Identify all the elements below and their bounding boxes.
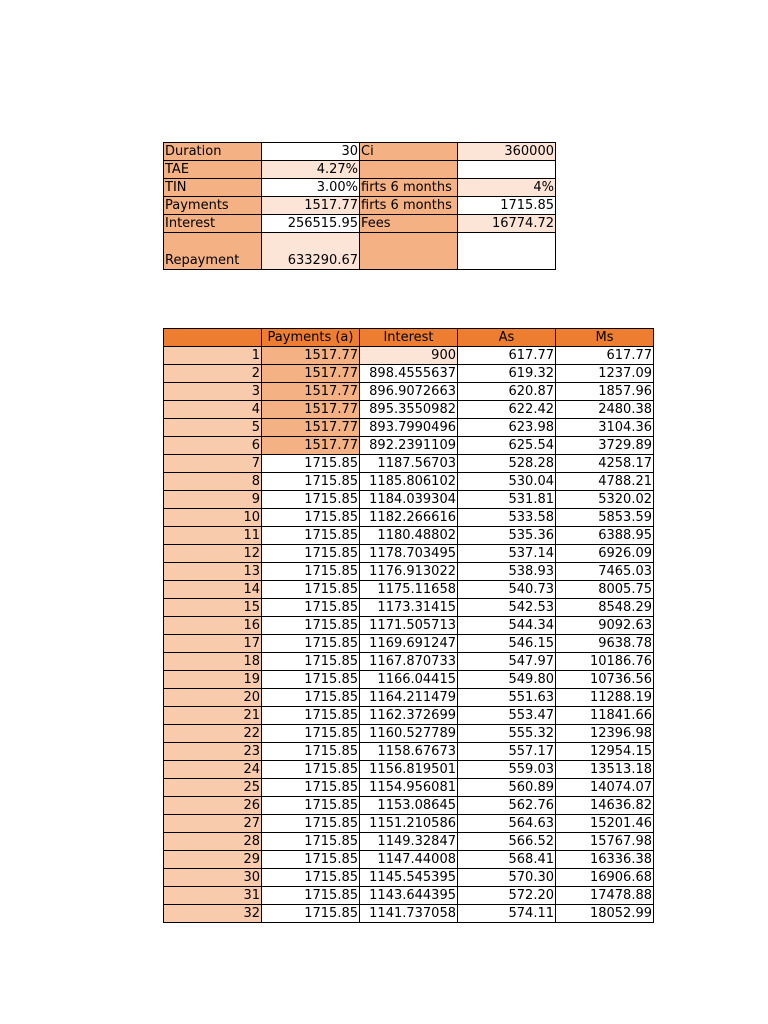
table-row <box>164 545 654 563</box>
payment-cell[interactable]: 1715.85 <box>262 743 360 761</box>
as-cell[interactable]: 557.17 <box>458 743 556 761</box>
summary-value-cell[interactable]: 360000 <box>458 143 556 161</box>
payment-cell[interactable]: 1715.85 <box>262 833 360 851</box>
ms-cell[interactable]: 16336.38 <box>556 851 654 869</box>
interest-cell[interactable]: 1169.691247 <box>360 635 458 653</box>
summary-value-cell[interactable]: 1715.85 <box>458 197 556 215</box>
as-cell[interactable]: 540.73 <box>458 581 556 599</box>
period-cell[interactable]: 31 <box>164 887 262 905</box>
ms-cell[interactable]: 16906.68 <box>556 869 654 887</box>
summary-label-cell[interactable]: firts 6 months <box>360 179 458 197</box>
payment-cell[interactable]: 1715.85 <box>262 617 360 635</box>
table-row <box>164 365 654 383</box>
header-cell-period[interactable] <box>164 329 262 347</box>
table-row <box>164 509 654 527</box>
period-cell[interactable]: 7 <box>164 455 262 473</box>
ms-cell[interactable]: 15201.46 <box>556 815 654 833</box>
payment-cell[interactable]: 1517.77 <box>262 365 360 383</box>
summary-row <box>164 179 556 197</box>
as-cell[interactable]: 562.76 <box>458 797 556 815</box>
as-cell[interactable]: 549.80 <box>458 671 556 689</box>
ms-cell[interactable]: 13513.18 <box>556 761 654 779</box>
payment-cell[interactable]: 1715.85 <box>262 455 360 473</box>
table-row <box>164 491 654 509</box>
table-row <box>164 815 654 833</box>
summary-label-cell[interactable]: firts 6 months <box>360 197 458 215</box>
ms-cell[interactable]: 617.77 <box>556 347 654 365</box>
interest-cell[interactable]: 1153.08645 <box>360 797 458 815</box>
payment-cell[interactable]: 1715.85 <box>262 815 360 833</box>
ms-cell[interactable]: 12396.98 <box>556 725 654 743</box>
summary-row <box>164 143 556 161</box>
summary-label-cell[interactable]: Fees <box>360 215 458 233</box>
summary-value-cell[interactable]: 633290.67 <box>262 233 360 270</box>
summary-label-cell[interactable]: Payments <box>164 197 262 215</box>
payment-cell[interactable]: 1715.85 <box>262 653 360 671</box>
period-cell[interactable]: 14 <box>164 581 262 599</box>
table-row <box>164 419 654 437</box>
interest-cell[interactable]: 1156.819501 <box>360 761 458 779</box>
interest-cell[interactable]: 895.3550982 <box>360 401 458 419</box>
period-cell[interactable]: 28 <box>164 833 262 851</box>
interest-cell[interactable]: 892.2391109 <box>360 437 458 455</box>
table-row <box>164 779 654 797</box>
period-cell[interactable]: 5 <box>164 419 262 437</box>
table-row <box>164 761 654 779</box>
header-cell-interest[interactable]: Interest <box>360 329 458 347</box>
as-cell[interactable]: 566.52 <box>458 833 556 851</box>
payment-cell[interactable]: 1715.85 <box>262 635 360 653</box>
as-cell[interactable]: 542.53 <box>458 599 556 617</box>
summary-value-cell[interactable]: 30 <box>262 143 360 161</box>
period-cell[interactable]: 18 <box>164 653 262 671</box>
ms-cell[interactable]: 8548.29 <box>556 599 654 617</box>
summary-row <box>164 215 556 233</box>
interest-cell[interactable]: 1187.56703 <box>360 455 458 473</box>
as-cell[interactable]: 533.58 <box>458 509 556 527</box>
period-cell[interactable]: 13 <box>164 563 262 581</box>
table-row <box>164 401 654 419</box>
summary-value-cell[interactable]: 1517.77 <box>262 197 360 215</box>
ms-cell[interactable]: 6926.09 <box>556 545 654 563</box>
period-cell[interactable]: 15 <box>164 599 262 617</box>
table-row <box>164 653 654 671</box>
payment-cell[interactable]: 1517.77 <box>262 383 360 401</box>
payment-cell[interactable]: 1715.85 <box>262 905 360 923</box>
table-row <box>164 617 654 635</box>
interest-cell[interactable]: 1184.039304 <box>360 491 458 509</box>
summary-value-cell[interactable]: 256515.95 <box>262 215 360 233</box>
interest-cell[interactable]: 1175.11658 <box>360 581 458 599</box>
ms-cell[interactable]: 14074.07 <box>556 779 654 797</box>
payment-cell[interactable]: 1715.85 <box>262 581 360 599</box>
interest-cell[interactable]: 1185.806102 <box>360 473 458 491</box>
as-cell[interactable]: 546.15 <box>458 635 556 653</box>
summary-value-cell[interactable]: 4% <box>458 179 556 197</box>
payment-cell[interactable]: 1715.85 <box>262 851 360 869</box>
as-cell[interactable]: 564.63 <box>458 815 556 833</box>
interest-cell[interactable]: 1178.703495 <box>360 545 458 563</box>
payment-cell[interactable]: 1715.85 <box>262 473 360 491</box>
ms-cell[interactable]: 17478.88 <box>556 887 654 905</box>
table-row <box>164 527 654 545</box>
as-cell[interactable]: 551.63 <box>458 689 556 707</box>
period-cell[interactable]: 32 <box>164 905 262 923</box>
as-cell[interactable]: 574.11 <box>458 905 556 923</box>
table-row <box>164 455 654 473</box>
payment-cell[interactable]: 1715.85 <box>262 887 360 905</box>
interest-cell[interactable]: 1145.545395 <box>360 869 458 887</box>
as-cell[interactable]: 620.87 <box>458 383 556 401</box>
table-row <box>164 347 654 365</box>
interest-cell[interactable]: 1160.527789 <box>360 725 458 743</box>
ms-cell[interactable]: 15767.98 <box>556 833 654 851</box>
interest-cell[interactable]: 1173.31415 <box>360 599 458 617</box>
payment-cell[interactable]: 1715.85 <box>262 545 360 563</box>
summary-value-cell[interactable] <box>458 161 556 179</box>
period-cell[interactable]: 22 <box>164 725 262 743</box>
header-cell-as[interactable]: As <box>458 329 556 347</box>
as-cell[interactable]: 623.98 <box>458 419 556 437</box>
period-cell[interactable]: 9 <box>164 491 262 509</box>
summary-label-cell[interactable]: Duration <box>164 143 262 161</box>
payment-cell[interactable]: 1715.85 <box>262 761 360 779</box>
interest-cell[interactable]: 1147.44008 <box>360 851 458 869</box>
period-cell[interactable]: 19 <box>164 671 262 689</box>
as-cell[interactable]: 622.42 <box>458 401 556 419</box>
ms-cell[interactable]: 5320.02 <box>556 491 654 509</box>
interest-cell[interactable]: 1180.48802 <box>360 527 458 545</box>
ms-cell[interactable]: 9638.78 <box>556 635 654 653</box>
payment-cell[interactable]: 1715.85 <box>262 671 360 689</box>
as-cell[interactable]: 560.89 <box>458 779 556 797</box>
ms-cell[interactable]: 18052.99 <box>556 905 654 923</box>
ms-cell[interactable]: 11288.19 <box>556 689 654 707</box>
interest-cell[interactable]: 1167.870733 <box>360 653 458 671</box>
payment-cell[interactable]: 1715.85 <box>262 509 360 527</box>
period-cell[interactable]: 10 <box>164 509 262 527</box>
interest-cell[interactable]: 1162.372699 <box>360 707 458 725</box>
interest-cell[interactable]: 1141.737058 <box>360 905 458 923</box>
payment-cell[interactable]: 1715.85 <box>262 527 360 545</box>
interest-cell[interactable]: 1171.505713 <box>360 617 458 635</box>
as-cell[interactable]: 531.81 <box>458 491 556 509</box>
payment-cell[interactable]: 1517.77 <box>262 401 360 419</box>
as-cell[interactable]: 535.36 <box>458 527 556 545</box>
interest-cell[interactable]: 1182.266616 <box>360 509 458 527</box>
summary-row <box>164 161 556 179</box>
summary-value-cell[interactable]: 16774.72 <box>458 215 556 233</box>
ms-cell[interactable]: 1857.96 <box>556 383 654 401</box>
payment-cell[interactable]: 1715.85 <box>262 779 360 797</box>
table-row <box>164 383 654 401</box>
interest-cell[interactable]: 1151.210586 <box>360 815 458 833</box>
amortization-body <box>164 347 654 923</box>
period-cell[interactable]: 27 <box>164 815 262 833</box>
period-cell[interactable]: 17 <box>164 635 262 653</box>
summary-label-cell[interactable]: TAE <box>164 161 262 179</box>
ms-cell[interactable]: 1237.09 <box>556 365 654 383</box>
interest-cell[interactable]: 1149.32847 <box>360 833 458 851</box>
as-cell[interactable]: 619.32 <box>458 365 556 383</box>
payment-cell[interactable]: 1715.85 <box>262 491 360 509</box>
interest-cell[interactable]: 1154.956081 <box>360 779 458 797</box>
interest-cell[interactable]: 896.9072663 <box>360 383 458 401</box>
table-row <box>164 671 654 689</box>
as-cell[interactable]: 538.93 <box>458 563 556 581</box>
ms-cell[interactable]: 14636.82 <box>556 797 654 815</box>
table-row <box>164 851 654 869</box>
summary-label-cell[interactable]: TIN <box>164 179 262 197</box>
summary-value-cell[interactable]: 3.00% <box>262 179 360 197</box>
amortization-table <box>163 328 654 923</box>
period-cell[interactable]: 3 <box>164 383 262 401</box>
interest-cell[interactable]: 1158.67673 <box>360 743 458 761</box>
as-cell[interactable]: 537.14 <box>458 545 556 563</box>
as-cell[interactable]: 559.03 <box>458 761 556 779</box>
as-cell[interactable]: 568.41 <box>458 851 556 869</box>
period-cell[interactable]: 24 <box>164 761 262 779</box>
as-cell[interactable]: 625.54 <box>458 437 556 455</box>
period-cell[interactable]: 8 <box>164 473 262 491</box>
period-cell[interactable]: 6 <box>164 437 262 455</box>
interest-cell[interactable]: 1164.211479 <box>360 689 458 707</box>
table-row <box>164 581 654 599</box>
table-row <box>164 887 654 905</box>
payment-cell[interactable]: 1517.77 <box>262 347 360 365</box>
ms-cell[interactable]: 2480.38 <box>556 401 654 419</box>
ms-cell[interactable]: 8005.75 <box>556 581 654 599</box>
payment-cell[interactable]: 1517.77 <box>262 419 360 437</box>
table-row <box>164 473 654 491</box>
ms-cell[interactable]: 9092.63 <box>556 617 654 635</box>
table-row <box>164 635 654 653</box>
ms-cell[interactable]: 4258.17 <box>556 455 654 473</box>
summary-label-cell[interactable]: Interest <box>164 215 262 233</box>
ms-cell[interactable]: 12954.15 <box>556 743 654 761</box>
interest-cell[interactable]: 1166.04415 <box>360 671 458 689</box>
summary-label-cell[interactable] <box>360 233 458 270</box>
table-row <box>164 833 654 851</box>
ms-cell[interactable]: 10736.56 <box>556 671 654 689</box>
period-cell[interactable]: 20 <box>164 689 262 707</box>
summary-value-cell[interactable]: 4.27% <box>262 161 360 179</box>
summary-table <box>163 142 556 270</box>
as-cell[interactable]: 617.77 <box>458 347 556 365</box>
ms-cell[interactable]: 4788.21 <box>556 473 654 491</box>
ms-cell[interactable]: 6388.95 <box>556 527 654 545</box>
summary-label-cell[interactable]: Repayment <box>164 233 262 270</box>
period-cell[interactable]: 11 <box>164 527 262 545</box>
header-cell-payments[interactable]: Payments (a) <box>262 329 360 347</box>
table-row <box>164 599 654 617</box>
period-cell[interactable]: 29 <box>164 851 262 869</box>
summary-row <box>164 197 556 215</box>
table-row <box>164 725 654 743</box>
summary-row <box>164 233 556 270</box>
interest-cell[interactable]: 1176.913022 <box>360 563 458 581</box>
as-cell[interactable]: 555.32 <box>458 725 556 743</box>
period-cell[interactable]: 12 <box>164 545 262 563</box>
as-cell[interactable]: 553.47 <box>458 707 556 725</box>
as-cell[interactable]: 544.34 <box>458 617 556 635</box>
payment-cell[interactable]: 1715.85 <box>262 725 360 743</box>
table-row <box>164 869 654 887</box>
payment-cell[interactable]: 1715.85 <box>262 707 360 725</box>
interest-cell[interactable]: 900 <box>360 347 458 365</box>
payment-cell[interactable]: 1715.85 <box>262 869 360 887</box>
period-cell[interactable]: 2 <box>164 365 262 383</box>
ms-cell[interactable]: 3104.36 <box>556 419 654 437</box>
table-row <box>164 563 654 581</box>
period-cell[interactable]: 21 <box>164 707 262 725</box>
interest-cell[interactable]: 893.7990496 <box>360 419 458 437</box>
payment-cell[interactable]: 1517.77 <box>262 437 360 455</box>
table-row <box>164 689 654 707</box>
period-cell[interactable]: 1 <box>164 347 262 365</box>
table-row <box>164 797 654 815</box>
period-cell[interactable]: 30 <box>164 869 262 887</box>
period-cell[interactable]: 26 <box>164 797 262 815</box>
period-cell[interactable]: 25 <box>164 779 262 797</box>
interest-cell[interactable]: 898.4555637 <box>360 365 458 383</box>
table-row <box>164 707 654 725</box>
amortization-header-row <box>164 329 654 347</box>
ms-cell[interactable]: 5853.59 <box>556 509 654 527</box>
payment-cell[interactable]: 1715.85 <box>262 797 360 815</box>
header-cell-ms[interactable]: Ms <box>556 329 654 347</box>
summary-value-cell[interactable] <box>458 233 556 270</box>
ms-cell[interactable]: 10186.76 <box>556 653 654 671</box>
as-cell[interactable]: 547.97 <box>458 653 556 671</box>
payment-cell[interactable]: 1715.85 <box>262 599 360 617</box>
summary-label-cell[interactable] <box>360 161 458 179</box>
ms-cell[interactable]: 11841.66 <box>556 707 654 725</box>
interest-cell[interactable]: 1143.644395 <box>360 887 458 905</box>
payment-cell[interactable]: 1715.85 <box>262 563 360 581</box>
period-cell[interactable]: 4 <box>164 401 262 419</box>
payment-cell[interactable]: 1715.85 <box>262 689 360 707</box>
period-cell[interactable]: 16 <box>164 617 262 635</box>
ms-cell[interactable]: 7465.03 <box>556 563 654 581</box>
as-cell[interactable]: 570.30 <box>458 869 556 887</box>
period-cell[interactable]: 23 <box>164 743 262 761</box>
table-row <box>164 743 654 761</box>
as-cell[interactable]: 528.28 <box>458 455 556 473</box>
table-row <box>164 437 654 455</box>
as-cell[interactable]: 572.20 <box>458 887 556 905</box>
summary-label-cell[interactable]: Ci <box>360 143 458 161</box>
table-row <box>164 905 654 923</box>
ms-cell[interactable]: 3729.89 <box>556 437 654 455</box>
as-cell[interactable]: 530.04 <box>458 473 556 491</box>
